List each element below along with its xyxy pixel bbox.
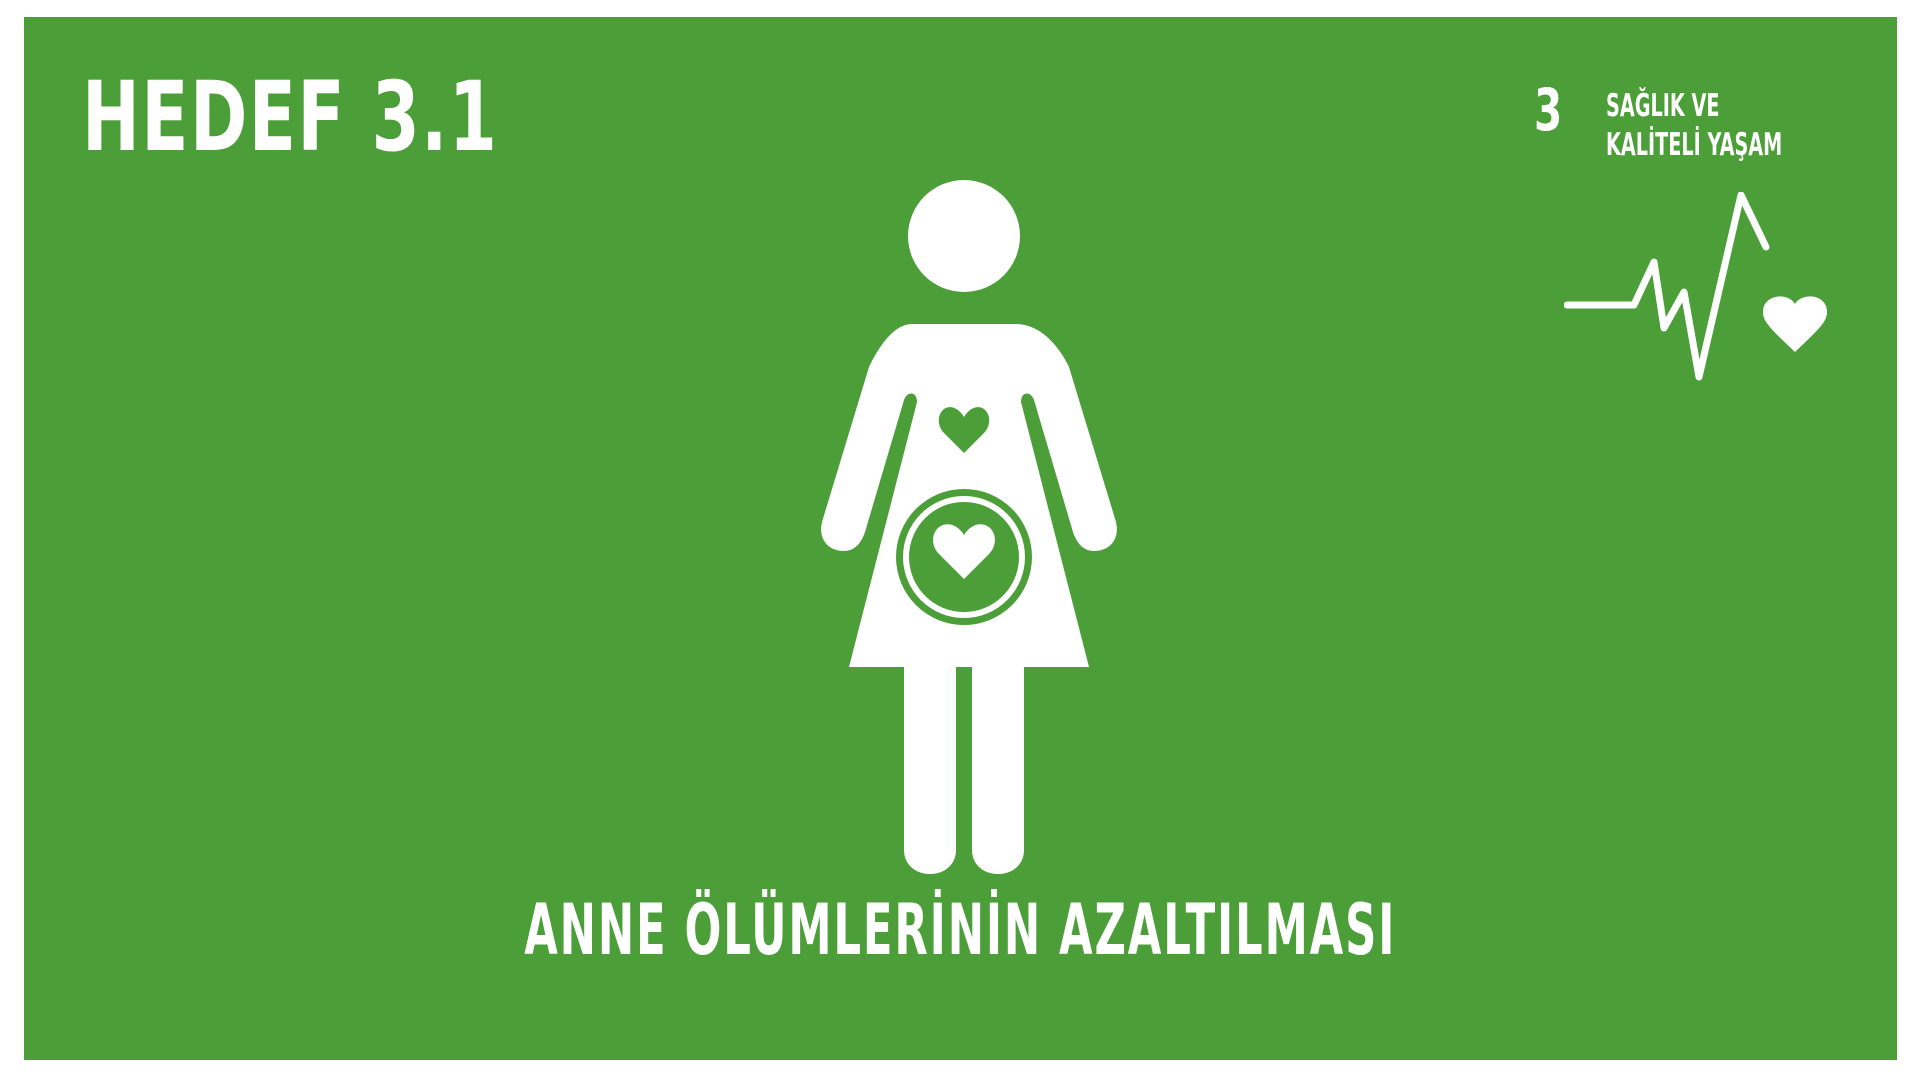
figure-head bbox=[908, 180, 1020, 292]
target-caption-text: ANNE ÖLÜMLERİNİN AZALTILMASI bbox=[524, 889, 1397, 971]
figure-right-leg bbox=[972, 667, 1024, 874]
target-caption bbox=[24, 889, 1897, 971]
goal-name bbox=[1606, 87, 1782, 165]
sdg-target-card bbox=[24, 17, 1897, 1060]
pregnant-woman-icon bbox=[794, 179, 1134, 879]
figure-left-leg bbox=[904, 667, 956, 874]
goal-name-line1: SAĞLIK VE bbox=[1606, 88, 1720, 124]
small-heart-icon bbox=[1763, 296, 1827, 352]
goal-number: 3 bbox=[1534, 76, 1563, 144]
heartbeat-heart-icon bbox=[1564, 192, 1854, 392]
goal-name-line2: KALİTELİ YAŞAM bbox=[1606, 126, 1783, 163]
heartbeat-line bbox=[1567, 195, 1766, 377]
target-title: HEDEF 3.1 bbox=[82, 61, 499, 173]
